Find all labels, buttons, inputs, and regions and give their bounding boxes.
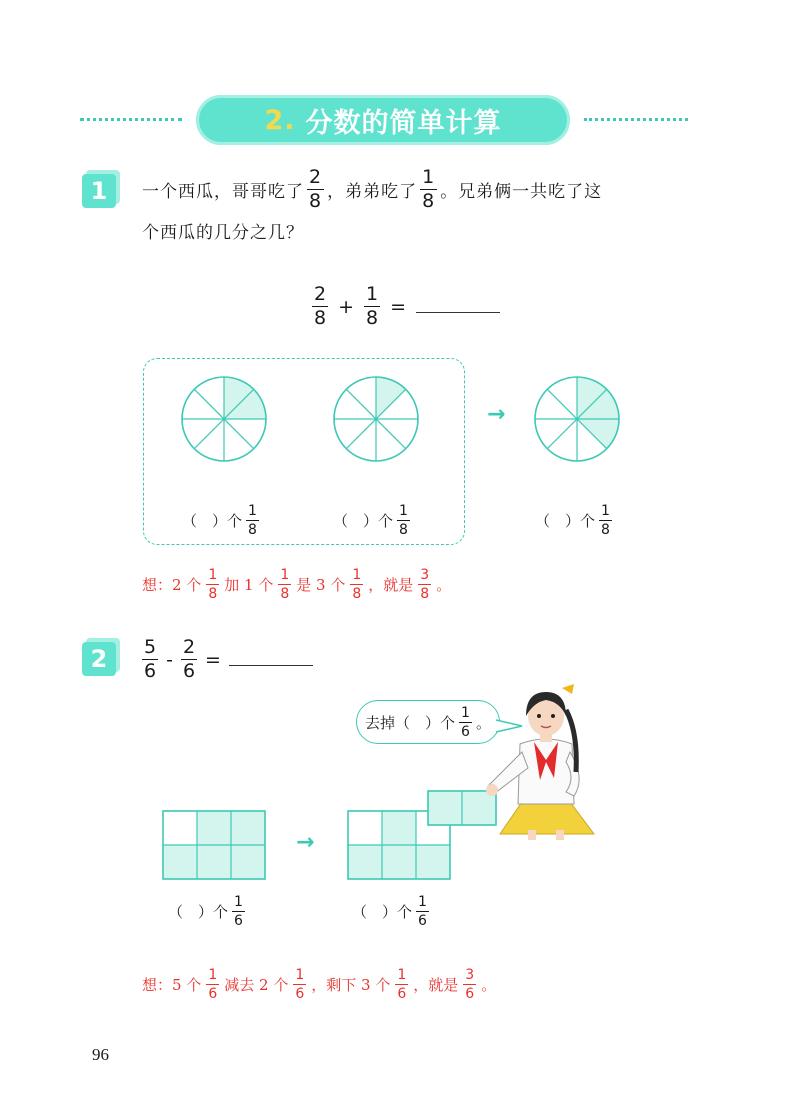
rectangle-1-caption [168, 895, 245, 928]
hint-fraction: $\frac{1}{6}$ [397, 967, 407, 1002]
arrow-right-icon: → [487, 402, 506, 427]
bubble-fraction: $\frac{1}{6}$ [461, 704, 470, 740]
rectangle-diagram-5-sixths [162, 810, 266, 880]
hint-fraction: $\frac{1}{8}$ [280, 567, 290, 602]
minus-sign: - [166, 648, 173, 671]
bubble-text: 去掉（ ）个 [365, 713, 456, 732]
hint-text: 加 1 个 [224, 576, 274, 594]
hint-text: ，就是 [413, 976, 459, 994]
section-number: 2. [264, 104, 296, 136]
caption-fraction: $\frac{1}{6}$ [234, 894, 243, 929]
equation-fraction-2: $\frac{2}{6}$ [182, 636, 196, 682]
circle-diagram-2-eighths [180, 375, 268, 463]
hint-text: ，剩下 3 个 [311, 976, 391, 994]
answer-blank[interactable] [416, 300, 500, 313]
problem-2-hint [142, 968, 496, 1001]
hint-fraction: $\frac{1}{6}$ [295, 967, 305, 1002]
hint-fraction: $\frac{1}{6}$ [208, 967, 218, 1002]
caption-fraction: $\frac{1}{6}$ [418, 894, 427, 929]
problem-1-text-c: 。兄弟俩一共吃了这 [440, 182, 603, 202]
plus-sign: + [338, 295, 355, 318]
hint-text: 是 3 个 [296, 576, 346, 594]
page-number: 96 [92, 1045, 109, 1064]
hint-text: 想：5 个 [142, 976, 202, 994]
section-title [196, 95, 570, 145]
circle-3-caption [535, 504, 612, 537]
hint-text: 。 [436, 576, 452, 594]
equation-fraction-2: $\frac{1}{8}$ [366, 283, 379, 329]
hint-text: 。 [481, 976, 497, 994]
problem-2-number: 2 [90, 645, 108, 673]
circle-diagram-1-eighth [332, 375, 420, 463]
section-title-text: 分数的简单计算 [305, 107, 502, 139]
problem-1-text-b: ，弟弟吃了 [327, 182, 418, 202]
rectangle-2-caption [352, 895, 429, 928]
problem-2-badge [82, 642, 116, 676]
circle-diagram-3-eighths [533, 375, 621, 463]
caption-text: （ ）个 [535, 512, 596, 530]
rectangle-diagram-remaining [347, 788, 499, 882]
caption-fraction: $\frac{1}{8}$ [248, 503, 257, 538]
problem-1-equation [312, 285, 500, 328]
answer-blank[interactable] [229, 653, 313, 666]
problem-1-number: 1 [90, 177, 108, 205]
circle-1-caption [182, 504, 259, 537]
equation-fraction-1: $\frac{5}{6}$ [144, 636, 157, 682]
hint-fraction: $\frac{3}{6}$ [465, 967, 475, 1002]
speech-bubble [356, 700, 500, 744]
title-dots-right [584, 118, 688, 121]
caption-text: （ ）个 [352, 903, 413, 921]
equals-sign: = [205, 648, 221, 671]
fraction-1-8: $\frac{1}{8}$ [422, 166, 436, 212]
caption-fraction: $\frac{1}{8}$ [601, 503, 610, 538]
hint-fraction: $\frac{1}{8}$ [208, 567, 218, 602]
hint-fraction: $\frac{1}{8}$ [352, 567, 362, 602]
bubble-end: 。 [475, 713, 491, 732]
fraction-2-8: $\frac{2}{8}$ [309, 166, 323, 212]
hint-text: ，就是 [368, 576, 414, 594]
hint-text: 减去 2 个 [224, 976, 289, 994]
problem-1-text-a: 一个西瓜，哥哥吃了 [142, 182, 304, 202]
hint-fraction: $\frac{3}{8}$ [420, 567, 430, 602]
caption-text: （ ）个 [333, 512, 394, 530]
caption-fraction: $\frac{1}{8}$ [399, 503, 408, 538]
problem-1-line-2: 个西瓜的几分之几？ [142, 223, 304, 243]
problem-2-equation [142, 638, 313, 681]
caption-text: （ ）个 [168, 903, 229, 921]
circle-2-caption [333, 504, 410, 537]
problem-1-hint [142, 568, 451, 601]
caption-text: （ ）个 [182, 512, 243, 530]
problem-1-badge [82, 174, 116, 208]
title-dots-left [80, 118, 182, 121]
hint-text: 想：2 个 [142, 576, 202, 594]
arrow-right-icon: → [296, 830, 315, 855]
problem-1-line-1 [142, 168, 602, 211]
equals-sign: = [390, 295, 407, 318]
equation-fraction-1: $\frac{2}{8}$ [314, 283, 327, 329]
girl-illustration [482, 682, 602, 842]
